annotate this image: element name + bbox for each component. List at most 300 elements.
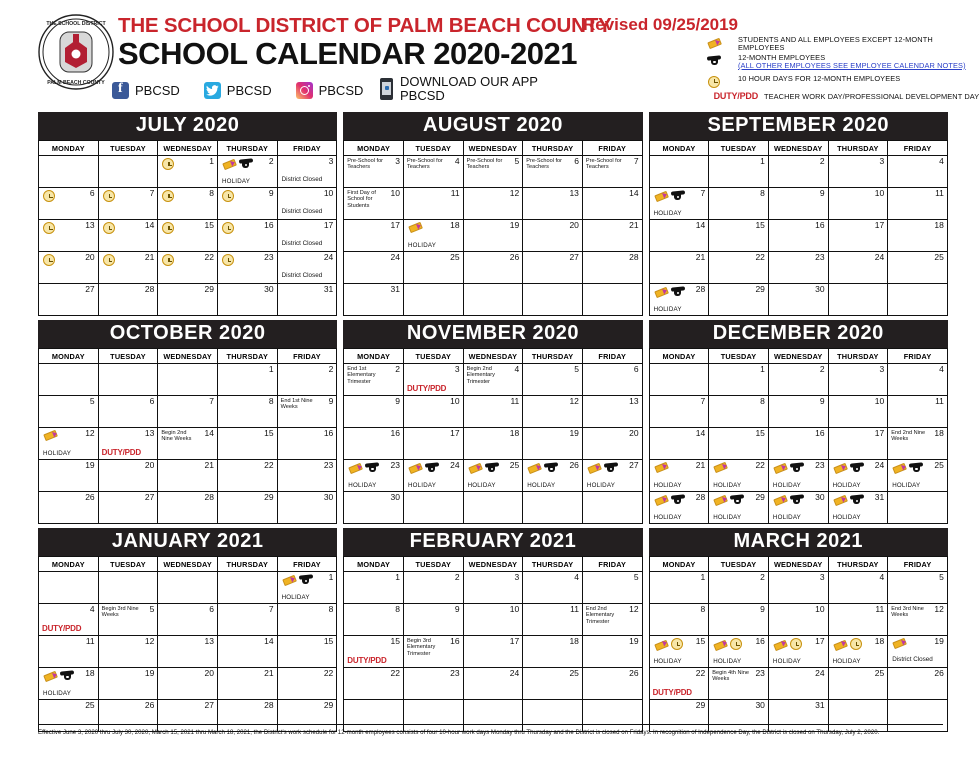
day-cell[interactable] [403,364,463,396]
day-cell[interactable] [888,156,948,188]
day-cell[interactable] [582,636,642,668]
day-cell[interactable] [39,188,99,220]
day-cell[interactable] [709,460,769,492]
day-cell[interactable] [768,604,828,636]
weekday-header: FRIDAY [277,349,337,364]
day-cell[interactable] [582,668,642,700]
day-note: Begin 2nd Nine Weeks [161,430,192,443]
month-title: FEBRUARY 2021 [343,528,642,556]
day-cell[interactable] [39,460,99,492]
revised-date: Revised 09/25/2019 [583,15,739,34]
day-number: 18 [450,220,460,230]
phone-icon [790,462,804,473]
day-note: Pre-School for Teachers [406,158,443,171]
weekday-header: TUESDAY [709,349,769,364]
day-icons [833,462,864,473]
download-app-block[interactable] [380,75,538,103]
day-cell[interactable] [709,668,769,700]
day-cell[interactable] [828,220,888,252]
day-cell[interactable] [649,188,709,220]
day-cell[interactable] [403,572,463,604]
day-cell[interactable] [828,252,888,284]
day-cell[interactable] [39,284,99,316]
day-cell[interactable] [403,156,463,188]
day-cell[interactable] [217,636,277,668]
day-cell[interactable] [98,284,158,316]
day-cell[interactable] [709,492,769,524]
day-cell[interactable] [649,668,709,700]
day-cell[interactable] [888,460,948,492]
day-cell[interactable] [463,636,523,668]
day-cell[interactable] [277,252,337,284]
day-cell[interactable] [828,156,888,188]
day-cell[interactable] [888,668,948,700]
day-cell[interactable] [649,604,709,636]
day-number: 28 [629,252,639,262]
day-cell-empty [158,364,218,396]
day-cell[interactable] [523,364,583,396]
day-cell[interactable] [344,284,404,316]
day-number: 29 [755,492,765,502]
day-number: 15 [695,636,706,646]
day-cell[interactable] [768,492,828,524]
day-cell[interactable] [39,428,99,460]
day-cell[interactable] [649,460,709,492]
day-note: End 2nd Nine Weeks [891,430,926,443]
district-closed-label: District Closed [281,208,323,215]
facebook-link[interactable] [112,82,180,99]
day-icons [713,462,728,471]
day-cell[interactable] [217,428,277,460]
day-cell[interactable] [709,396,769,428]
day-number: 20 [204,668,214,678]
day-cell[interactable] [39,252,99,284]
day-cell[interactable] [217,252,277,284]
day-cell[interactable] [828,188,888,220]
day-cell[interactable] [828,604,888,636]
day-cell[interactable] [463,428,523,460]
day-cell[interactable] [344,396,404,428]
day-cell[interactable] [649,492,709,524]
day-number: 23 [815,460,825,470]
week-row [649,396,947,428]
day-cell[interactable] [158,636,218,668]
day-cell[interactable] [403,220,463,252]
holiday-label: HOLIDAY [772,482,802,489]
day-number: 17 [390,220,400,230]
day-cell[interactable] [98,428,158,460]
day-cell[interactable] [98,396,158,428]
day-number: 11 [510,396,520,406]
day-cell[interactable] [158,604,218,636]
day-cell[interactable] [158,668,218,700]
day-cell[interactable] [98,604,158,636]
day-cell[interactable] [277,220,337,252]
day-cell[interactable] [709,364,769,396]
day-cell[interactable] [344,156,404,188]
pencil-icon [833,495,848,504]
day-cell[interactable] [828,364,888,396]
day-number: 25 [874,668,885,678]
day-cell[interactable] [217,668,277,700]
day-cell[interactable] [344,492,404,524]
day-icons [654,494,685,505]
day-cell[interactable] [277,460,337,492]
day-cell[interactable] [344,460,404,492]
day-cell[interactable] [344,604,404,636]
day-cell[interactable] [344,220,404,252]
phone-icon [671,286,685,297]
holiday-label: HOLIDAY [407,482,437,489]
day-cell[interactable] [344,572,404,604]
calendar-row [38,320,948,524]
day-cell[interactable] [98,668,158,700]
day-cell[interactable] [217,604,277,636]
day-cell[interactable] [39,396,99,428]
day-cell[interactable] [158,460,218,492]
weekday-header: MONDAY [649,349,709,364]
day-icons [162,222,174,234]
day-number: 16 [323,428,334,438]
day-cell[interactable] [277,284,337,316]
day-cell[interactable] [649,428,709,460]
day-cell[interactable] [828,492,888,524]
day-cell[interactable] [463,668,523,700]
day-number: 5 [939,572,944,582]
day-cell[interactable] [403,604,463,636]
phone-icon [425,462,439,473]
day-cell[interactable] [768,156,828,188]
day-cell[interactable] [709,188,769,220]
instagram-link[interactable] [296,82,364,99]
day-cell[interactable] [523,428,583,460]
day-cell[interactable] [158,252,218,284]
day-cell[interactable] [523,220,583,252]
week-row [39,460,337,492]
clock-icon [222,190,234,202]
day-cell[interactable] [768,364,828,396]
day-cell-empty [888,284,948,316]
day-cell[interactable] [709,156,769,188]
day-cell[interactable] [768,428,828,460]
day-number: 7 [268,604,274,614]
day-number: 22 [390,668,400,678]
day-cell[interactable] [158,156,218,188]
day-cell[interactable] [463,220,523,252]
day-cell[interactable] [523,604,583,636]
day-cell[interactable] [217,156,277,188]
day-number: 26 [509,252,520,262]
day-cell[interactable] [768,396,828,428]
day-cell[interactable] [828,636,888,668]
day-cell[interactable] [277,364,337,396]
phone-icon [850,462,864,473]
day-cell[interactable] [888,252,948,284]
day-cell[interactable] [463,396,523,428]
day-cell[interactable] [888,636,948,668]
day-cell[interactable] [39,492,99,524]
facebook-handle: PBCSD [135,83,180,98]
day-cell[interactable] [768,252,828,284]
day-cell[interactable] [888,572,948,604]
day-cell[interactable] [582,220,642,252]
day-cell[interactable] [463,364,523,396]
day-cell[interactable] [403,668,463,700]
legend-row-12month [690,52,980,70]
day-number: 14 [629,188,639,198]
day-cell[interactable] [649,220,709,252]
day-number: 9 [395,396,400,406]
month-title: MARCH 2021 [649,528,948,556]
day-number: 6 [89,188,95,198]
day-cell[interactable] [523,188,583,220]
day-cell[interactable] [98,636,158,668]
weekday-header: THURSDAY [217,141,277,156]
day-number: 18 [874,636,885,646]
day-cell[interactable] [523,668,583,700]
day-number: 11 [570,604,579,614]
day-cell[interactable] [649,396,709,428]
day-cell[interactable] [277,636,337,668]
day-number: 4 [879,572,885,582]
day-number: 22 [755,460,765,470]
day-cell[interactable] [158,396,218,428]
day-cell[interactable] [217,460,277,492]
day-cell[interactable] [344,252,404,284]
holiday-label: HOLIDAY [527,482,556,489]
facebook-icon [112,82,129,99]
day-cell[interactable] [768,636,828,668]
holiday-label: HOLIDAY [832,658,861,665]
day-number: 20 [144,460,155,470]
day-cell[interactable] [828,428,888,460]
day-cell[interactable] [582,604,642,636]
holiday-label: HOLIDAY [221,178,251,185]
day-cell[interactable] [403,636,463,668]
day-cell[interactable] [277,572,337,604]
day-cell[interactable] [463,188,523,220]
month-block [343,528,642,732]
day-cell[interactable] [158,220,218,252]
day-cell[interactable] [523,460,583,492]
day-cell[interactable] [709,572,769,604]
day-cell[interactable] [39,604,99,636]
day-cell[interactable] [217,492,277,524]
day-cell[interactable] [828,572,888,604]
day-cell[interactable] [277,668,337,700]
day-cell[interactable] [523,156,583,188]
day-number: 14 [695,428,706,438]
day-cell[interactable] [649,252,709,284]
day-cell[interactable] [582,460,642,492]
day-cell[interactable] [709,252,769,284]
day-cell[interactable] [709,636,769,668]
day-cell[interactable] [523,252,583,284]
day-cell[interactable] [344,428,404,460]
day-number: 8 [760,188,765,198]
day-cell[interactable] [277,156,337,188]
day-number: 2 [328,364,334,374]
day-cell[interactable] [98,188,158,220]
day-cell[interactable] [403,428,463,460]
day-icons [43,190,55,202]
day-number: 24 [815,668,825,678]
day-number: 14 [264,636,274,646]
day-cell[interactable] [523,396,583,428]
day-cell[interactable] [523,572,583,604]
day-number: 4 [939,364,944,374]
day-cell[interactable] [582,396,642,428]
day-cell[interactable] [277,396,337,428]
calendar-row [38,112,948,316]
day-cell[interactable] [217,188,277,220]
day-number: 21 [629,220,639,230]
day-cell[interactable] [709,604,769,636]
day-cell[interactable] [217,284,277,316]
day-cell[interactable] [98,460,158,492]
twitter-link[interactable] [204,82,272,99]
day-cell[interactable] [768,668,828,700]
day-number: 30 [264,284,274,294]
day-cell[interactable] [277,188,337,220]
weekday-header: THURSDAY [217,349,277,364]
day-number: 24 [390,252,400,262]
day-cell[interactable] [768,188,828,220]
day-number: 19 [509,220,520,230]
legend-pencil-slot [690,34,738,48]
day-cell[interactable] [888,220,948,252]
duty-pdd-badge: DUTY/PDD [406,384,447,393]
phone-icon [365,462,379,473]
legend-link-employee-notes[interactable]: (ALL OTHER EMPLOYEES SEE EMPLOYEE CALENDAR NOTES) [738,61,966,70]
day-cell[interactable] [403,396,463,428]
day-cell[interactable] [217,396,277,428]
day-number: 19 [144,668,155,678]
day-cell[interactable] [344,364,404,396]
day-cell[interactable] [344,668,404,700]
day-number: 7 [700,188,706,198]
day-number: 1 [395,572,400,582]
day-cell[interactable] [277,604,337,636]
day-cell[interactable] [768,460,828,492]
day-cell[interactable] [158,428,218,460]
day-number: 19 [934,636,944,646]
day-cell[interactable] [463,460,523,492]
day-note: Pre-School for Teachers [347,158,384,171]
day-number: 5 [514,156,520,166]
day-cell[interactable] [39,220,99,252]
weekday-header: THURSDAY [828,557,888,572]
month-block [649,112,948,316]
day-icons [222,158,253,169]
day-number: 17 [874,428,885,438]
day-cell[interactable] [888,604,948,636]
day-cell[interactable] [768,220,828,252]
day-cell[interactable] [463,252,523,284]
day-cell[interactable] [523,636,583,668]
day-cell[interactable] [888,364,948,396]
day-cell[interactable] [344,188,404,220]
day-cell[interactable] [217,364,277,396]
day-cell[interactable] [277,428,337,460]
day-cell[interactable] [403,252,463,284]
holiday-label: HOLIDAY [653,210,682,217]
holiday-label: HOLIDAY [653,482,682,489]
day-cell-empty [403,284,463,316]
day-cell[interactable] [582,252,642,284]
month-title: NOVEMBER 2020 [343,320,642,348]
day-cell[interactable] [888,396,948,428]
weekday-header: FRIDAY [582,349,642,364]
day-cell[interactable] [768,284,828,316]
day-cell[interactable] [277,492,337,524]
day-cell[interactable] [582,156,642,188]
day-cell[interactable] [158,284,218,316]
day-cell[interactable] [158,492,218,524]
day-cell[interactable] [582,428,642,460]
weekday-header: WEDNESDAY [158,557,218,572]
day-number: 30 [755,700,765,710]
day-number: 7 [633,156,639,166]
month-title: JANUARY 2021 [38,528,337,556]
day-cell[interactable] [828,460,888,492]
day-cell[interactable] [582,188,642,220]
day-cell[interactable] [98,220,158,252]
day-number: 14 [144,220,155,230]
holiday-label: HOLIDAY [772,658,802,665]
day-cell[interactable] [217,220,277,252]
day-number: 18 [934,220,944,230]
month-title: DECEMBER 2020 [649,320,948,348]
day-number: 3 [819,572,825,582]
day-cell[interactable] [649,284,709,316]
day-cell-empty [98,364,158,396]
weekday-header: THURSDAY [523,349,583,364]
day-number: 20 [629,428,639,438]
day-cell[interactable] [39,668,99,700]
day-cell[interactable] [39,636,99,668]
legend-text-10hour: 10 HOUR DAYS FOR 12-MONTH EMPLOYEES [738,74,901,83]
day-cell[interactable] [709,428,769,460]
day-cell[interactable] [344,636,404,668]
day-cell[interactable] [158,188,218,220]
day-cell[interactable] [463,572,523,604]
day-cell[interactable] [403,460,463,492]
day-cell[interactable] [888,188,948,220]
day-cell[interactable] [768,572,828,604]
day-cell[interactable] [649,572,709,604]
day-cell[interactable] [98,252,158,284]
day-cell[interactable] [463,156,523,188]
day-cell[interactable] [888,428,948,460]
day-cell-empty [463,492,523,524]
weekday-header: MONDAY [39,141,99,156]
day-cell[interactable] [709,284,769,316]
day-cell[interactable] [649,636,709,668]
day-cell[interactable] [582,572,642,604]
day-cell[interactable] [98,492,158,524]
day-cell[interactable] [828,396,888,428]
day-icons [43,670,74,681]
week-row [39,252,337,284]
day-cell[interactable] [403,188,463,220]
day-cell[interactable] [709,220,769,252]
legend-text-students: STUDENTS AND ALL EMPLOYEES EXCEPT 12-MONTH EMPLOYEES [738,35,933,52]
week-row [344,668,642,700]
day-cell[interactable] [463,604,523,636]
day-cell[interactable] [582,364,642,396]
day-cell[interactable] [828,668,888,700]
